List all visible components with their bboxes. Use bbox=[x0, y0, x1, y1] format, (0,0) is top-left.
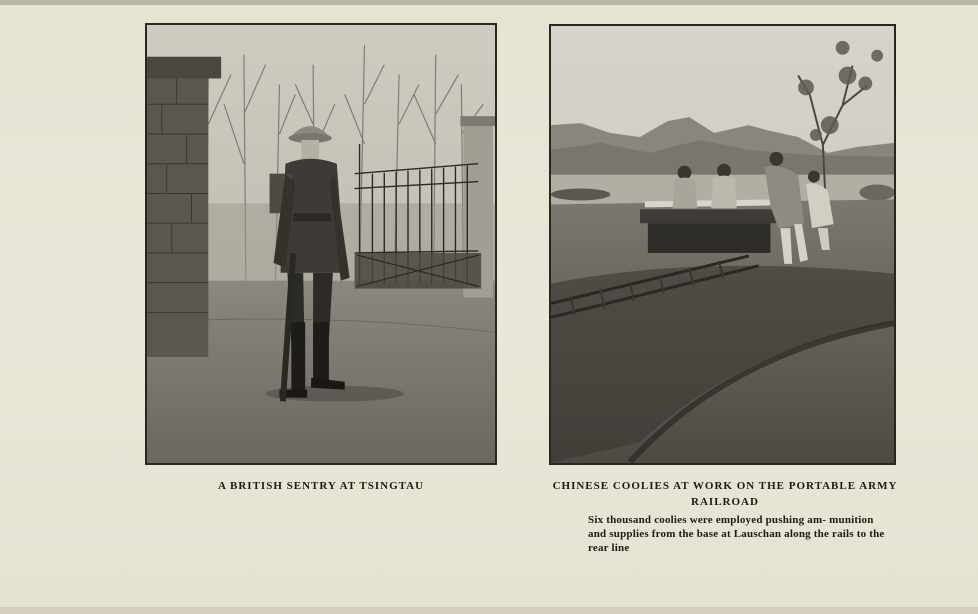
sentry-photo-image bbox=[147, 25, 495, 463]
railroad-photo-image bbox=[551, 26, 894, 463]
page-bottom-edge bbox=[0, 607, 978, 614]
photo-british-sentry bbox=[145, 23, 497, 465]
description-coolies: Six thousand coolies were employed pushing am- munition and supplies from the base at Lauschan along the rails to the rear line bbox=[588, 514, 885, 554]
caption-british-sentry: A BRITISH SENTRY AT TSINGTAU bbox=[217, 480, 425, 492]
photo-coolies-railroad bbox=[549, 24, 896, 465]
caption-coolies-railroad: CHINESE COOLIES AT WORK ON THE PORTABLE ARMY RAILROAD bbox=[552, 480, 898, 508]
page-top-edge bbox=[0, 0, 978, 5]
